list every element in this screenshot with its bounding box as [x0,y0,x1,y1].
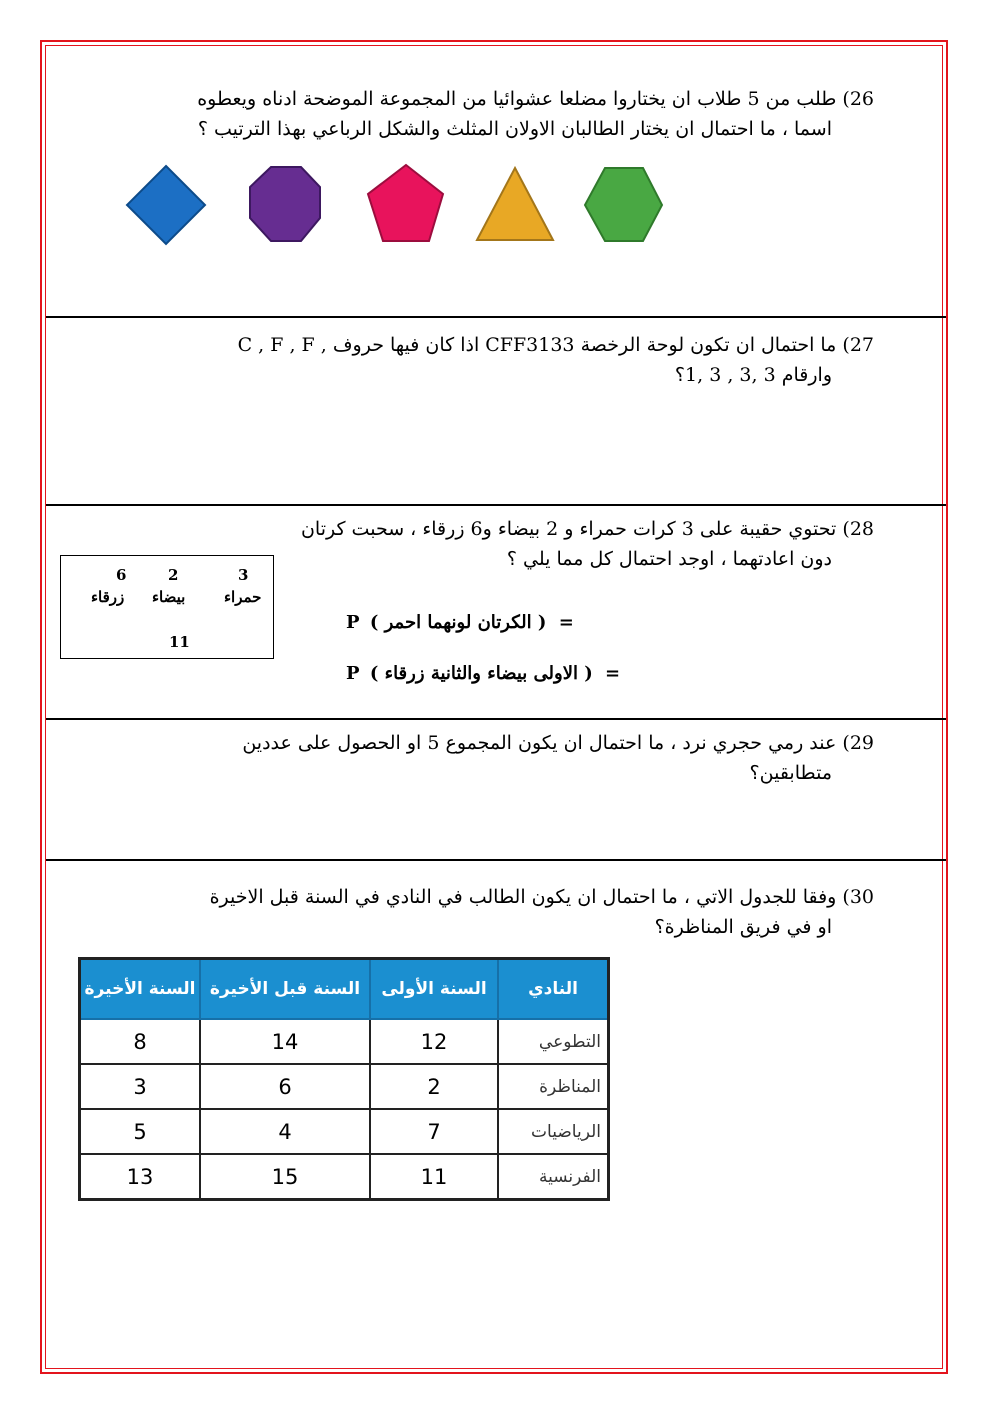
question-27-line1: 27) ما احتمال ان تكون لوحة الرخصة CFF3133 اذا كان فيها حروف , C , F , F [237,334,874,356]
table-row [80,1019,609,1064]
cell-year-before-last: 4 [200,1109,370,1154]
cell-year-before-last: 15 [200,1154,370,1200]
formula-1-equals: = [558,612,574,633]
octagon-shape [250,167,320,241]
blue-label: زرقاء [91,588,125,606]
total-count: 11 [169,633,190,651]
question-28-line1: 28) تحتوي حقيبة على 3 كرات حمراء و 2 بيضاء و6 زرقاء ، سحبت كرتان [300,518,874,540]
cell-first-year: 11 [370,1154,498,1200]
triangle-shape [477,168,553,240]
cell-first-year: 12 [370,1019,498,1064]
question-30-line1: 30) وفقا للجدول الاتي ، ما احتمال ان يكون الطالب في النادي في السنة قبل الاخيرة [209,886,874,908]
divider-1 [46,316,946,318]
question-26-line1: 26) طلب من 5 طلاب ان يختاروا مضلعا عشوائيا من المجموعة الموضحة ادناه ويعطوه [197,88,874,110]
cell-first-year: 2 [370,1064,498,1109]
bag-contents-box [60,555,274,659]
divider-4 [46,859,946,861]
formula-1-event: ( الكرتان لونهما احمر ) [369,612,547,633]
cell-last-year: 5 [80,1109,201,1154]
question-27 [114,330,874,390]
question-30 [114,882,874,942]
formula-1-p: P [346,612,360,633]
table-row [80,1154,609,1200]
table-header-row [80,959,609,1020]
question-29 [114,728,874,788]
red-count: 3 [238,566,249,584]
cell-club: التطوعي [498,1019,609,1064]
pentagon-shape [368,165,443,241]
cell-club: المناظرة [498,1064,609,1109]
header-last-year: السنة الأخيرة [80,959,201,1020]
cell-last-year: 13 [80,1154,201,1200]
cell-club: الرياضيات [498,1109,609,1154]
header-year-before-last: السنة قبل الأخيرة [200,959,370,1020]
question-29-line1: 29) عند رمي حجري نرد ، ما احتمال ان يكون المجموع 5 او الحصول على عددين [242,732,874,754]
header-first-year: السنة الأولى [370,959,498,1020]
cell-year-before-last: 6 [200,1064,370,1109]
cell-first-year: 7 [370,1109,498,1154]
red-label: حمراء [224,588,262,606]
formula-2-equals: = [605,663,621,684]
white-label: بيضاء [152,588,186,606]
formula-2-p: P [346,663,360,684]
formula-red-red [346,612,574,633]
square-shape [127,166,205,244]
cell-last-year: 8 [80,1019,201,1064]
formula-white-blue [346,663,620,684]
clubs-table [78,957,610,1201]
question-27-line2: وارقام 3 ,3 , 3 ,1؟ [674,364,832,386]
table-row [80,1109,609,1154]
hexagon-shape [585,168,662,241]
divider-2 [46,504,946,506]
header-club: النادي [498,959,609,1020]
divider-3 [46,718,946,720]
question-29-line2: متطابقين؟ [749,762,832,784]
blue-count: 6 [116,566,127,584]
polygon-set [0,0,992,280]
white-count: 2 [168,566,179,584]
cell-last-year: 3 [80,1064,201,1109]
formula-2-event: ( الاولى بيضاء والثانية زرقاء ) [369,663,593,684]
question-28-line2: دون اعادتهما ، اوجد احتمال كل مما يلي ؟ [506,548,832,570]
cell-year-before-last: 14 [200,1019,370,1064]
question-26-line2: اسما ، ما احتمال ان يختار الطالبان الاولان المثلث والشكل الرباعي بهذا الترتيب ؟ [197,118,832,140]
question-30-line2: او في فريق المناظرة؟ [654,916,832,938]
cell-club: الفرنسية [498,1154,609,1200]
table-row [80,1064,609,1109]
